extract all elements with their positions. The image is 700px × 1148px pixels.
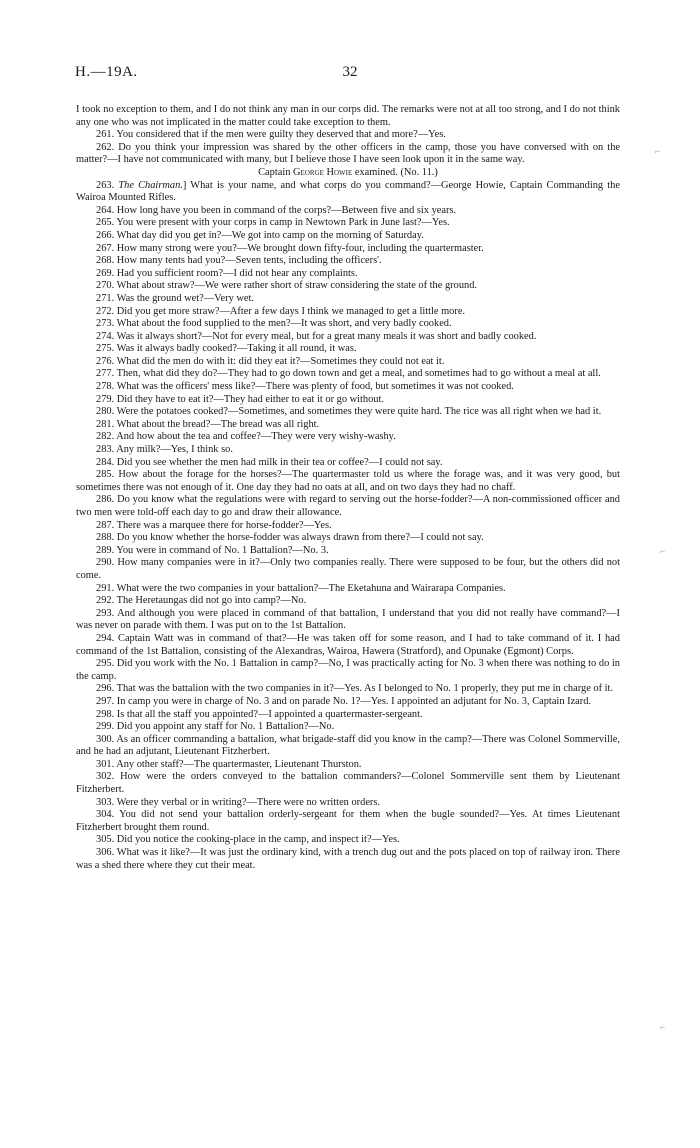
question: 301. Any other staff?—The quartermaster, Lieutenant Thurston. <box>96 758 362 770</box>
question: 304. You did not send your battalion orderly-sergeant for them when the bugle sounded?—Yes. At times Lieutenant Fitzherbert brought them round. <box>76 809 620 833</box>
section-heading <box>76 167 620 180</box>
question: 264. How long have you been in command of the corps?—Between five and six years. <box>96 204 457 216</box>
question: 281. What about the bread?—The bread was all right. <box>96 418 320 430</box>
question: 267. How many strong were you?—We brought down fifty-four, including the quartermaster. <box>96 242 484 254</box>
heading-suffix: examined. (No. 11.) <box>352 166 438 178</box>
question: 299. Did you appoint any staff for No. 1 Battalion?—No. <box>96 721 335 733</box>
question: 298. Is that all the staff you appointed?—I appointed a quartermaster-sergeant. <box>96 708 423 720</box>
heading-prefix: Captain <box>258 166 294 178</box>
question: 296. That was the battalion with the two companies in it?—Yes. As I belonged to No. 1 properly, they put me in charge of it. <box>96 683 614 695</box>
paragraph: 261. You considered that if the men were guilty they deserved that and more?—Yes. <box>96 129 446 141</box>
question: 288. Do you know whether the horse-fodder was always drawn from there?—I could not say. <box>96 532 484 544</box>
question: 306. What was it like?—It was just the ordinary kind, with a trench dug out and the pots placed on top of railway iron. There was a shed there where they cut their meat. <box>76 847 620 871</box>
margin-mark: ⌐ <box>660 546 666 556</box>
witness-name: George Howie <box>293 166 353 178</box>
paragraph: I took no exception to them, and I do not think any man in our corps did. The remarks were not at all too strong, and I do not think any one who was not implicated in the matter could take exception to them. <box>76 104 620 128</box>
question: 293. And although you were placed in command of that battalion, I understand that you did not really have command?—I was never on parade with them. I was put on to the 1st Battalion. <box>76 607 620 632</box>
question-263: 263. The Chairman.] What is your name, and what corps do you command?—George Howie, Captain Commanding the Wairoa Mounted Rifles. <box>76 179 620 204</box>
document-reference: H.—19A. <box>75 64 138 80</box>
margin-mark: ⌐ <box>660 1022 666 1032</box>
document-body <box>76 104 620 872</box>
question: 294. Captain Watt was in command of that?—He was taken off for some reason, and I had to take command of it. I had command of the 1st Battalion, consisting of the Alexandras, Wairoa, Hawera (Stratford), and Opunake (Egmont) Corps. <box>76 632 620 657</box>
speaker: The Chairman. <box>118 179 183 191</box>
question: 282. And how about the tea and coffee?—They were very wishy-washy. <box>96 431 396 443</box>
question: 275. Was it always badly cooked?—Taking it all round, it was. <box>96 343 357 355</box>
question: 290. How many companies were in it?—Only two companies really. There were supposed to be four, but the others did not come. <box>76 557 620 581</box>
question: 280. Were the potatoes cooked?—Sometimes, and sometimes they were quite hard. The rice was all right when we had it. <box>96 406 602 418</box>
question: 284. Did you see whether the men had milk in their tea or coffee?—I could not say. <box>96 456 443 468</box>
question: 297. In camp you were in charge of No. 3 and on parade No. 1?—Yes. I appointed an adjutant for No. 3, Captain Izard. <box>96 695 592 707</box>
question: 269. Had you sufficient room?—I did not hear any complaints. <box>96 267 358 279</box>
question: 300. As an officer commanding a battalion, what brigade-staff did you know in the camp?—There was Colonel Sommerville, and he had an adjutant, Lieutenant Fitzherbert. <box>76 733 620 758</box>
question-list <box>76 205 620 872</box>
question: 266. What day did you get in?—We got into camp on the morning of Saturday. <box>96 229 424 241</box>
question: 303. Were they verbal or in writing?—There were no written orders. <box>96 796 381 808</box>
question: 268. How many tents had you?—Seven tents, including the officers'. <box>96 255 382 267</box>
question: 295. Did you work with the No. 1 Battalion in camp?—No, I was practically acting for No. 3 when there was nothing to do in the camp. <box>76 658 620 682</box>
question: 283. Any milk?—Yes, I think so. <box>96 444 233 456</box>
question: 277. Then, what did they do?—They had to go down town and get a meal, and sometimes had to go without a meal at all. <box>96 368 601 380</box>
question: 279. Did they have to eat it?—They had either to eat it or go without. <box>96 393 384 405</box>
question: 287. There was a marquee there for horse-fodder?—Yes. <box>96 519 332 531</box>
question: 289. You were in command of No. 1 Battalion?—No. 3. <box>96 544 329 556</box>
question: 272. Did you get more straw?—After a few days I think we managed to get a little more. <box>96 305 466 317</box>
question: 271. Was the ground wet?—Very wet. <box>96 292 254 304</box>
page-header <box>0 64 700 84</box>
margin-mark: ⌐ <box>655 146 661 156</box>
paragraph: 262. Do you think your impression was shared by the other officers in the camp, those you have conversed with on the matter?—I have not communicated with many, but I believe those I have seen look upon it in the same way. <box>76 141 620 166</box>
question: 273. What about the food supplied to the men?—It was short, and very badly cooked. <box>96 318 452 330</box>
question: 302. How were the orders conveyed to the battalion commanders?—Colonel Sommerville sent them by Lieutenant Fitzherbert. <box>76 771 620 796</box>
question: 286. Do you know what the regulations were with regard to serving out the horse-fodder?—A non-commissioned officer and two men were told-off each day to go and draw their allowance. <box>76 494 620 518</box>
question: 270. What about straw?—We were rather short of straw considering the state of the ground. <box>96 280 477 292</box>
question: 292. The Heretaungas did not go into camp?—No. <box>96 595 307 607</box>
question: 305. Did you notice the cooking-place in the camp, and inspect it?—Yes. <box>96 834 400 846</box>
question: 274. Was it always short?—Not for every meal, but for a great many meals it was short and badly cooked. <box>96 330 537 342</box>
question: 285. How about the forage for the horses?—The quartermaster told us where the forage was, and it was very good, but sometimes there was not enough of it. One day they had no oats at all, and on two days they had no chaff. <box>76 469 620 493</box>
question: 291. What were the two companies in your battalion?—The Eketahuna and Wairarapa Companies. <box>96 582 506 594</box>
question: 278. What was the officers' mess like?—There was plenty of food, but sometimes it was not cooked. <box>96 381 514 393</box>
page-number: 32 <box>342 64 358 80</box>
question: 276. What did the men do with it: did they eat it?—Sometimes they could not eat it. <box>96 355 445 367</box>
question: 265. You were present with your corps in camp in Newtown Park in June last?—Yes. <box>96 217 450 229</box>
